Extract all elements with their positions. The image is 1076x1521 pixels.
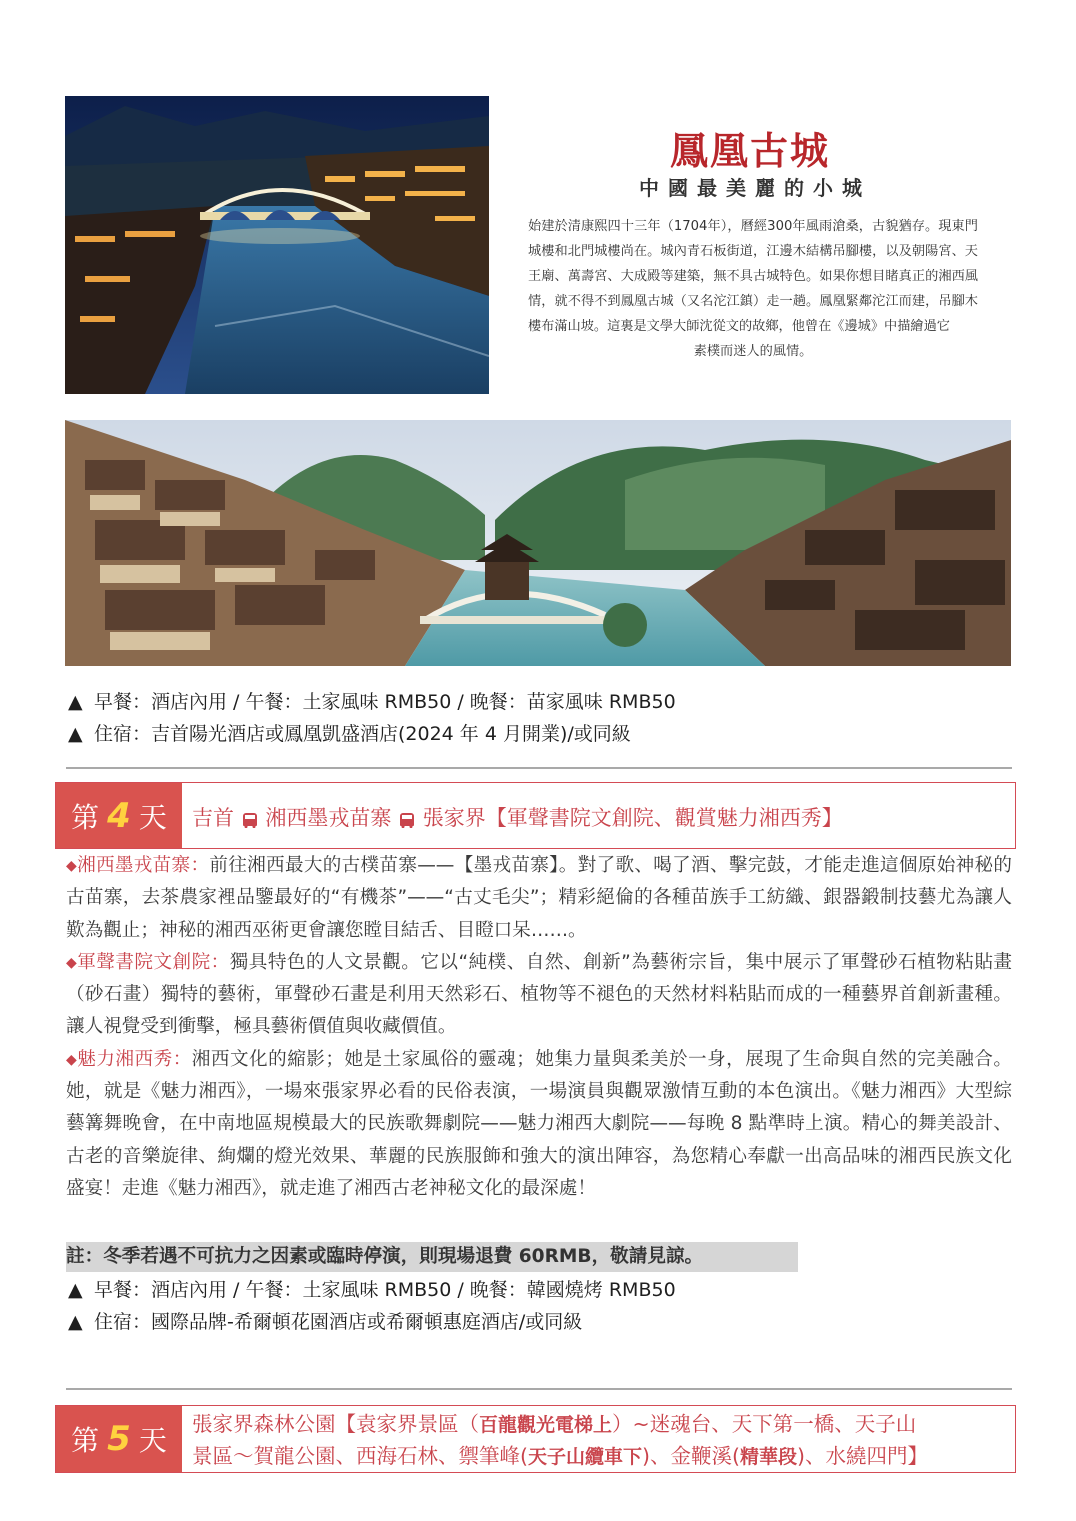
- diamond-bullet-icon: ◆: [66, 954, 78, 971]
- fenghuang-night-photo: [65, 96, 489, 394]
- day4-note: 註：冬季若遇不可抗力之因素或臨時停演，則現場退費 60RMB，敬請見諒。: [66, 1242, 798, 1272]
- bullet-triangle-icon: ▲: [68, 691, 83, 713]
- day5-badge: [56, 1406, 182, 1472]
- bus-icon: [243, 813, 257, 826]
- day5-number: 5: [107, 1419, 131, 1459]
- day5-t2d: 精華段: [740, 1446, 798, 1468]
- day5-t1b: 百龍觀光電梯上: [479, 1414, 613, 1436]
- section-divider: [66, 767, 1012, 769]
- day5-route-line2: [192, 1441, 1009, 1473]
- section-body: 湘西文化的縮影；她是土家風俗的靈魂；她集力量與柔美於一身，展現了生命與自然的完美融合。她，就是《魅力湘西》，一場來張家界必看的民俗表演，一場演員與觀眾激情互動的本色演出。《魅力湘西》大型綜藝篝舞晚會，在中南地區規模最大的民族歌舞劇院——魅力湘西大劇院——每晚 8 點準時上演。精心的舞美設計、古老的音樂旋律、絢爛的燈光效果、華麗的民族服飾和強大的演出陣容，為您精心奉獻一出高品味的湘西民族文化盛宴！走進《魅力湘西》，就走進了湘西古老神秘文化的最深處！: [66, 1048, 1012, 1199]
- fenghuang-panorama-photo: [65, 420, 1011, 666]
- day4-route-a: 吉首: [192, 806, 234, 830]
- diamond-bullet-icon: ◆: [66, 1051, 78, 1068]
- day5-t2e: )、水繞四門】: [797, 1444, 929, 1468]
- day3-meals-line: [68, 687, 676, 714]
- day5-route: [192, 1409, 1009, 1473]
- page-title: 鳳凰古城: [669, 128, 830, 173]
- day3-hotel: 住宿：吉首陽光酒店或鳳凰凱盛酒店(2024 年 4 月開業)/或同級: [94, 723, 631, 745]
- bus-icon: [400, 813, 414, 826]
- section-heading: 湘西墨戎苗寨：: [77, 855, 210, 876]
- section-heading: 魅力湘西秀：: [77, 1048, 192, 1070]
- day5-suffix: 天: [138, 1424, 167, 1457]
- diamond-bullet-icon: ◆: [66, 858, 78, 874]
- day4-section-junsheng: [66, 947, 1012, 1044]
- day4-header: [55, 782, 1016, 849]
- day4-section-show: [66, 1044, 1012, 1205]
- day5-header: [55, 1405, 1016, 1473]
- day4-suffix: 天: [138, 800, 167, 834]
- day4-description: [66, 850, 1012, 1205]
- day4-hotel: 住宿：國際品牌-希爾頓花園酒店或希爾頓惠庭酒店/或同級: [94, 1311, 583, 1333]
- day4-section-miaozhai: [66, 850, 1012, 947]
- day4-prefix: 第: [71, 800, 100, 834]
- page-subtitle: 中國最美麗的小城: [639, 176, 871, 200]
- day5-t1c: ）~迷魂台、天下第一橋、天子山: [612, 1412, 917, 1436]
- intro-text-last: 素樸而迷人的風情。: [693, 344, 813, 359]
- day4-badge: [56, 783, 182, 848]
- day4-route: [192, 802, 1009, 832]
- day5-prefix: 第: [71, 1424, 100, 1457]
- day5-t2a: 景區～賀龍公園、西海石林、禦筆峰(: [192, 1444, 528, 1468]
- day4-meals-line: [68, 1275, 676, 1302]
- day4-route-c: 張家界【軍聲書院文創院、觀賞魅力湘西秀】: [422, 806, 843, 830]
- bullet-triangle-icon: ▲: [68, 1311, 83, 1333]
- bullet-triangle-icon: ▲: [68, 723, 83, 745]
- day4-route-b: 湘西墨戎苗寨: [265, 806, 392, 830]
- bullet-triangle-icon: ▲: [68, 1279, 83, 1301]
- day5-t1a: 張家界森林公園【袁家界景區（: [192, 1412, 479, 1436]
- section-body: 前往湘西最大的古樸苗寨——【墨戎苗寨】。對了歌、喝了酒、擊完鼓，才能走進這個原始神秘的古苗寨，去茶農家裡品鑒最好的“有機茶”——“古丈毛尖”；精彩絕倫的各種苗族手工紡織、銀器鍛制技藝尤為讓人歎為觀止；神秘的湘西巫術更會讓您瞠目結舌、目瞪口呆……。: [66, 855, 1012, 941]
- day4-number: 4: [107, 795, 131, 836]
- day5-t2c: )、金鞭溪(: [642, 1444, 741, 1468]
- intro-text-main: 始建於清康熙四十三年（1704年），曆經300年風雨滄桑，古貌猶存。現東門城樓和北門城樓尚在。城內青石板街道，江邊木結構吊腳樓，以及朝陽宮、天王廟、萬壽宮、大成殿等建築，無不具古城特色。如果你想目睹真正的湘西風情，就不得不到鳳凰古城（又名沱江鎮）走一趟。鳳凰緊鄰沱江而建，吊腳木樓布滿山坡。這裏是文學大師沈從文的故鄉，他曾在《邊城》中描繪過它: [528, 219, 978, 334]
- day4-meals: 早餐：酒店內用 / 午餐：土家風味 RMB50 / 晚餐：韓國燒烤 RMB50: [94, 1279, 676, 1301]
- section-divider: [66, 1388, 1012, 1390]
- day5-t2b: 天子山纜車下: [528, 1446, 643, 1468]
- day3-meals: 早餐：酒店內用 / 午餐：土家風味 RMB50 / 晚餐：苗家風味 RMB50: [94, 691, 676, 713]
- section-body: 獨具特色的人文景觀。它以“純樸、自然、創新”為藝術宗旨，集中展示了軍聲砂石植物粘貼畫（砂石畫）獨特的藝術，軍聲砂石畫是利用天然彩石、植物等不褪色的天然材料粘貼而成的一種藝界首創新畫種。讓人視覺受到衝擊，極具藝術價值與收藏價值。: [66, 951, 1012, 1038]
- day5-route-line1: [192, 1409, 1009, 1441]
- section-heading: 軍聲書院文創院：: [77, 951, 230, 973]
- day3-hotel-line: [68, 719, 631, 746]
- day4-hotel-line: [68, 1307, 582, 1334]
- intro-paragraph: [528, 214, 978, 364]
